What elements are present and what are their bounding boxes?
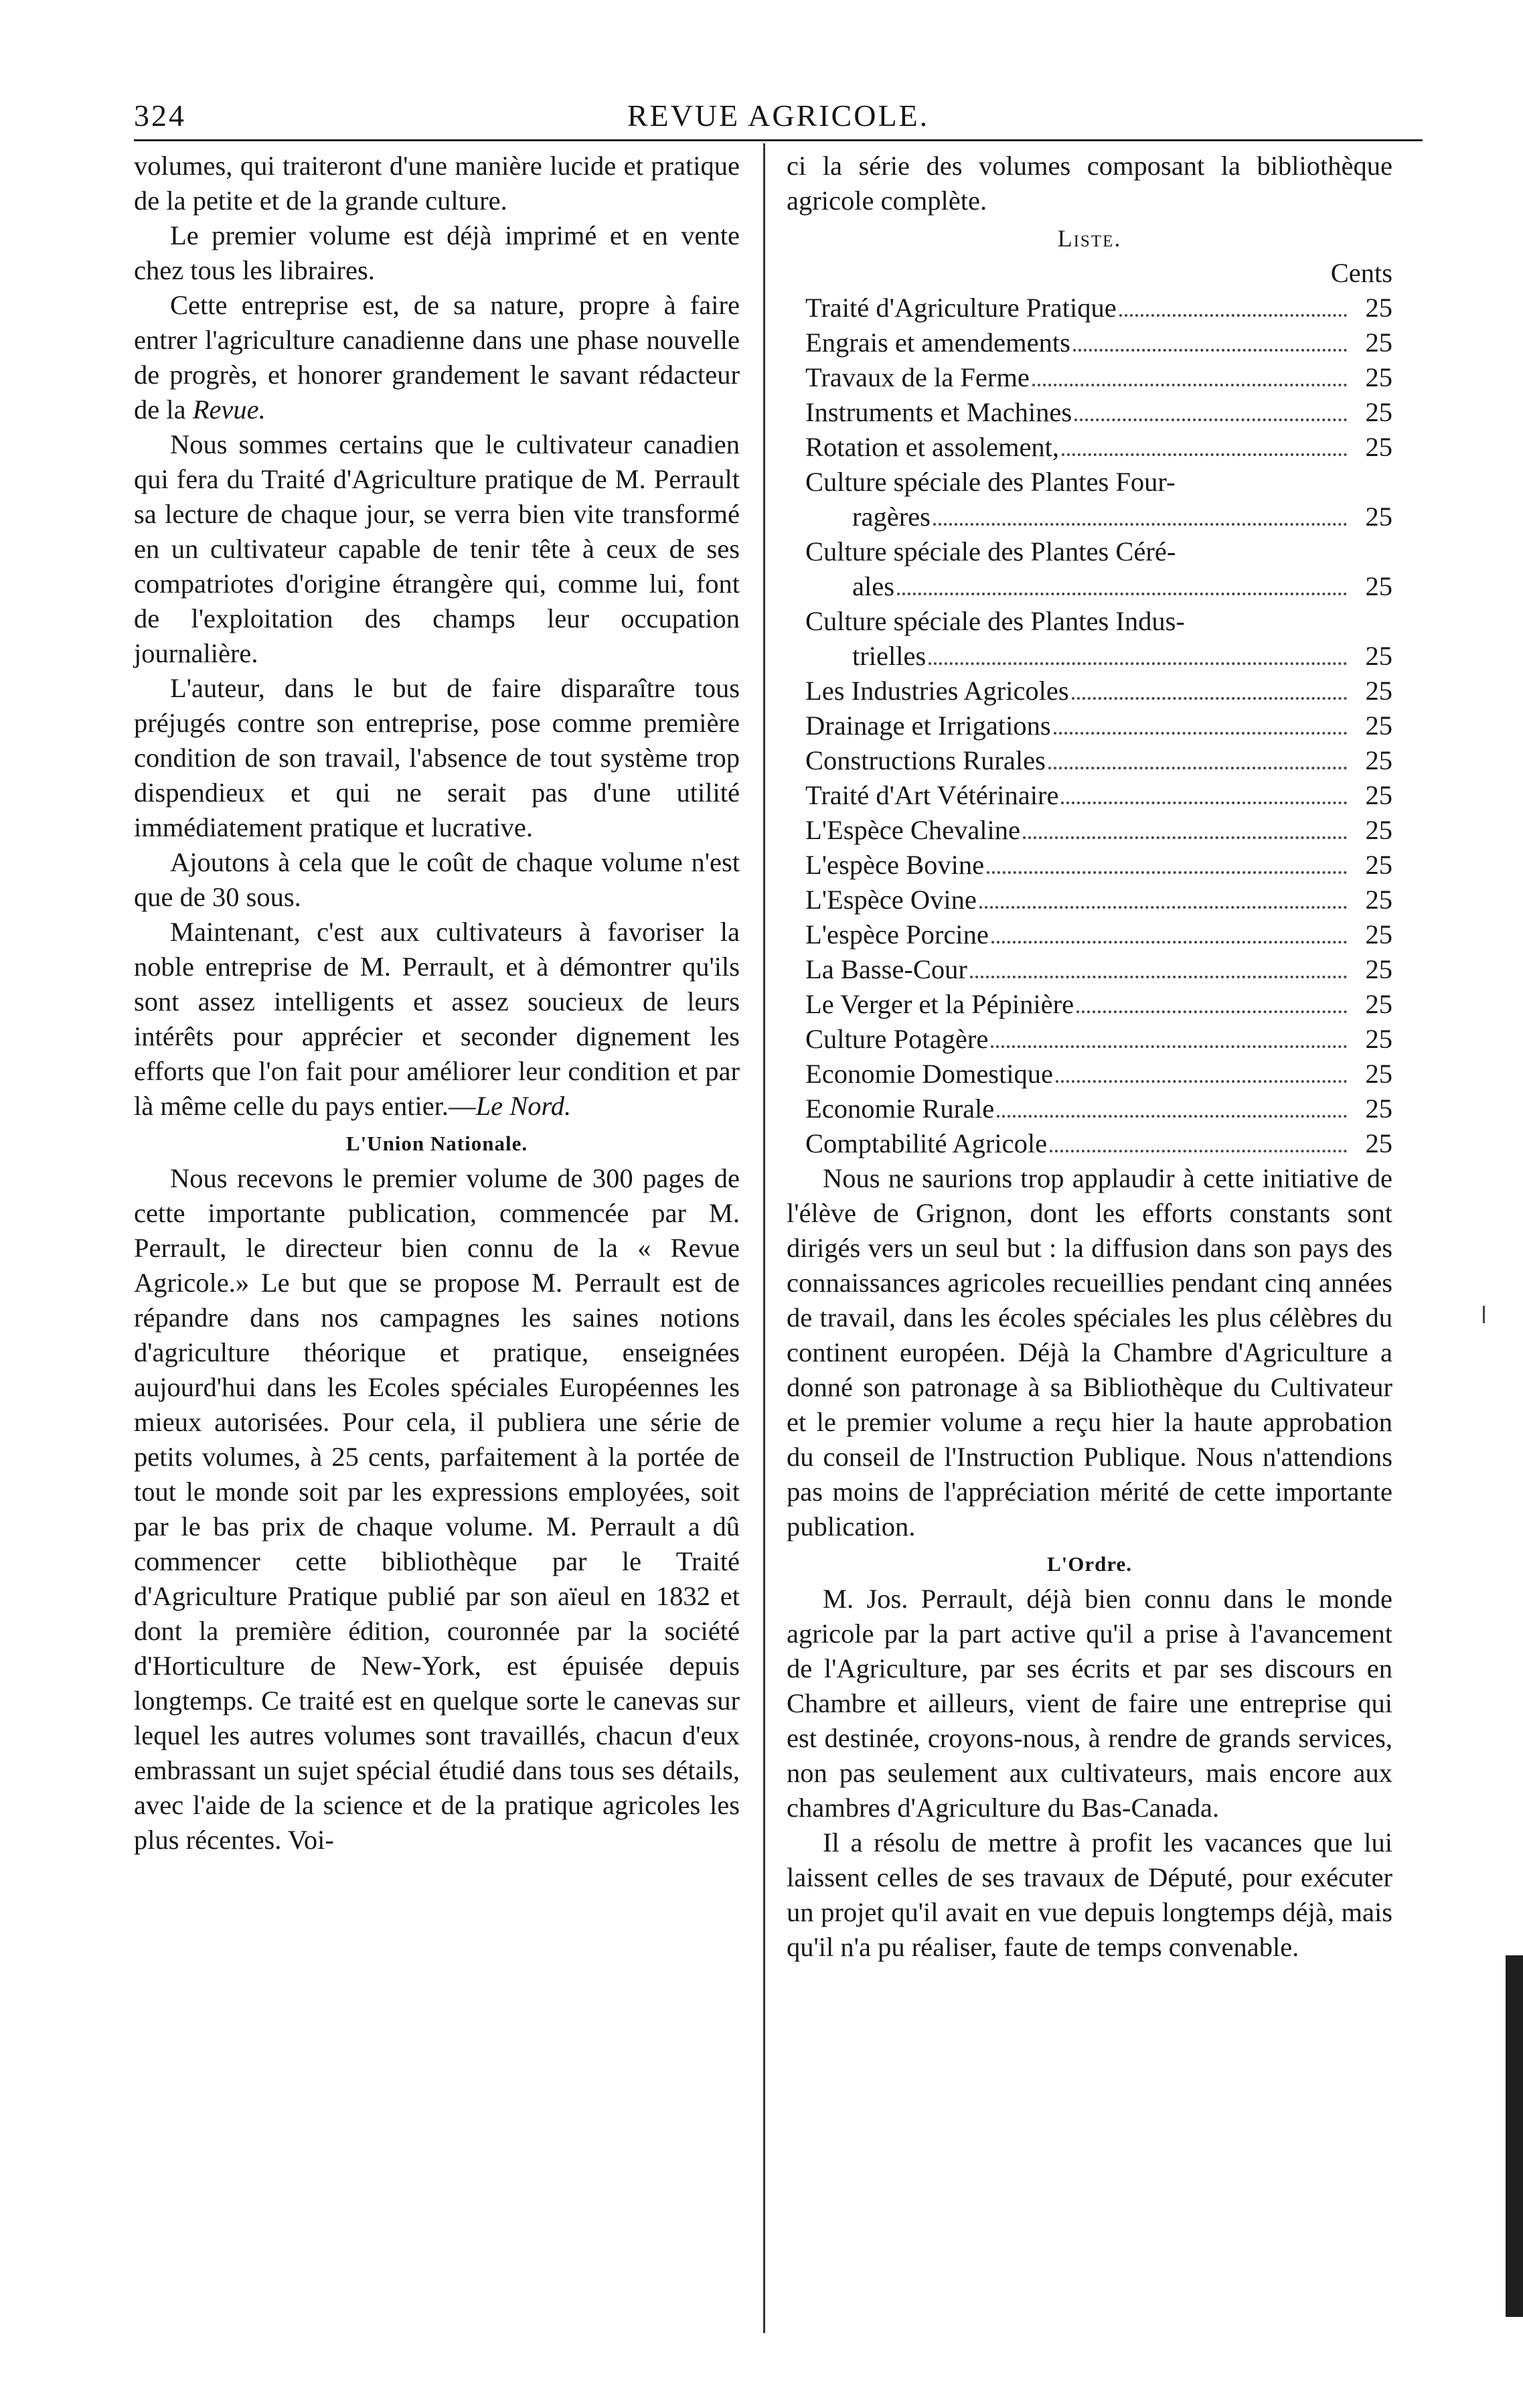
cents-label: Cents (1330, 258, 1392, 288)
list-item-price: 25 (1365, 919, 1392, 950)
dot-leader (897, 593, 1347, 595)
volume-list (787, 291, 1392, 1161)
scan-artifact (1483, 1306, 1485, 1323)
dot-leader (1072, 697, 1347, 700)
list-item-price: 25 (1365, 432, 1392, 462)
list-item-price: 25 (1365, 780, 1392, 810)
dot-leader (1074, 419, 1347, 421)
page-number: 324 (134, 98, 186, 133)
paragraph: Le premier volume est déjà imprimé et en vente chez tous les libraires. (134, 220, 740, 285)
list-item (805, 325, 1392, 360)
scan-edge-shadow (1506, 1955, 1523, 2317)
list-heading: Liste. (1057, 225, 1122, 252)
list-item-title: L'Espèce Chevaline (805, 815, 1021, 845)
paragraph: Nous recevons le premier volume de 300 pages de cette importante publication, commencée par M. Perrault, le directeur bien connu de la « Revue Agricole.» Le but que se propose M. Perrault est de répandre dans nos campagnes les saines notions d'agriculture théorique et pratique, enseignées aujourd'hui dans les Ecoles spéciales Européennes les mieux autorisées. Pour cela, il publiera une série de petits volumes, à 25 cents, parfaitement à la portée de tout le monde soit par les expressions employées, soit par le bas prix de chaque volume. M. Perrault a dû commencer cette bibliothèque par le Traité d'Agriculture Pratique publié par son aïeul en 1832 et dont la première édition, couronnée par la société d'Horticulture de New-York, est épuisée depuis longtemps. Ce traité est en quelque sorte le canevas sur lequel les autres volumes sont travaillés, chacun d'eux embrassant un sujet spécial étudié dans tous ses détails, avec l'aide de la science et de la pratique agricoles les plus récentes. Voi- (134, 1163, 740, 1855)
list-item-title: Rotation et assolement, (805, 432, 1060, 462)
list-item-price: 25 (1365, 676, 1392, 706)
list-item-price: 25 (1365, 1024, 1392, 1054)
dot-leader (997, 1115, 1347, 1118)
header-rule (134, 139, 1423, 141)
list-item-title: Engrais et amendements (805, 327, 1070, 358)
dot-leader (970, 976, 1347, 978)
paragraph: ci la série des volumes composant la bibliothèque agricole complète. (787, 151, 1392, 216)
list-item (805, 604, 1392, 674)
dot-leader (991, 1045, 1347, 1048)
list-item-title: Culture spéciale des Plantes Céré- (805, 536, 1176, 567)
list-item-title: Culture Potagère (805, 1024, 989, 1054)
list-item-title: Instruments et Machines (805, 397, 1072, 427)
list-item (805, 952, 1392, 987)
list-item-price: 25 (1365, 327, 1392, 358)
left-column (134, 149, 740, 1858)
list-item (805, 465, 1392, 534)
list-item-title-continued: ales (852, 571, 894, 601)
paragraph: Ajoutons à cela que le coût de chaque volume n'est que de 30 sous. (134, 847, 740, 912)
dot-leader (1056, 1080, 1347, 1083)
dot-leader (987, 871, 1347, 874)
running-title: REVUE AGRICOLE. (627, 98, 930, 133)
paragraph-text: Maintenant, c'est aux cultivateurs à favoriser la noble entreprise de M. Perrault, et à démontrer qu'ils sont assez intelligents et assez soucieux de leurs intérêts pour apprécier et seconder dignement les efforts que l'on fait pour améliorer leur condition et par là même celle du pays entier.— (134, 917, 740, 1121)
list-item-title: Culture spéciale des Plantes Four- (805, 467, 1176, 497)
dot-leader (929, 662, 1347, 665)
dot-leader (1062, 453, 1347, 456)
dot-leader (1076, 1010, 1347, 1013)
paragraph-text: Cette entreprise est, de sa nature, propre à faire entrer l'agriculture canadienne dans une phase nouvelle de progrès, et honorer grandement le savant rédacteur de la (134, 290, 740, 425)
dot-leader (1023, 836, 1347, 839)
dot-leader (1032, 384, 1347, 386)
paragraph: L'auteur, dans le but de faire disparaître tous préjugés contre son entreprise, pose comme première condition de son travail, l'absence de tout système trop dispendieux et qui ne serait pas d'une utilité immédiatement pratique et lucrative. (134, 673, 740, 842)
list-item (805, 1126, 1392, 1161)
list-item (805, 1092, 1392, 1126)
list-item (805, 917, 1392, 952)
list-item-title: Drainage et Irrigations (805, 710, 1051, 741)
list-item-price: 25 (1365, 571, 1392, 601)
paragraph: Nous ne saurions trop applaudir à cette initiative de l'élève de Grignon, dont les efforts constants sont dirigés vers un seul but : la diffusion dans son pays des connaissances agricoles recueillies pendant cinq années de travail, dans les écoles spéciales les plus célèbres du continent européen. Déjà la Chambre d'Agriculture a donné son patronage à sa Bibliothèque du Cultivateur et le premier volume a reçu hier la haute approbation du conseil de l'Instruction Publique. Nous n'attendions pas moins de l'appréciation mérité de cette importante publication. (787, 1163, 1392, 1541)
section-heading: L'Union Nationale. (345, 1132, 528, 1155)
list-item-price: 25 (1365, 745, 1392, 775)
list-item-title: Constructions Rurales (805, 745, 1046, 775)
list-item-title: Travaux de la Ferme (805, 362, 1030, 392)
list-item-title-continued: trielles (852, 641, 927, 671)
paragraph: volumes, qui traiteront d'une manière lucide et pratique de la petite et de la grande culture. (134, 151, 740, 216)
list-item-title: Le Verger et la Pépinière (805, 989, 1074, 1019)
list-item-price: 25 (1365, 362, 1392, 392)
list-item-title: La Basse-Cour (805, 954, 967, 984)
list-item-price: 25 (1365, 1094, 1392, 1124)
dot-leader (1119, 314, 1347, 317)
dot-leader (1054, 732, 1347, 735)
list-item-price: 25 (1365, 815, 1392, 845)
list-item-price: 25 (1365, 1059, 1392, 1089)
list-item (805, 883, 1392, 917)
list-item (805, 674, 1392, 708)
list-item-price: 25 (1365, 641, 1392, 671)
list-item-title: L'espèce Porcine (805, 919, 989, 950)
list-item-title: L'Espèce Ovine (805, 885, 977, 915)
paragraph: Il a résolu de mettre à profit les vacances que lui laissent celles de ses travaux de Député, pour exécuter un projet qu'il avait en vue depuis longtemps déjà, mais qu'il n'a pu réaliser, faute de temps convenable. (787, 1827, 1392, 1962)
list-item-price: 25 (1365, 710, 1392, 741)
list-item (805, 360, 1392, 395)
list-item-title: Les Industries Agricoles (805, 676, 1069, 706)
page-header (134, 86, 1423, 146)
list-item (805, 848, 1392, 883)
list-item-title: Traité d'Agriculture Pratique (805, 293, 1117, 323)
list-item (805, 813, 1392, 848)
paragraph: M. Jos. Perrault, déjà bien connu dans le monde agricole par la part active qu'il a prise à l'avancement de l'Agriculture, par ses écrits et par ses discours en Chambre et ailleurs, vient de faire une entreprise qui est destinée, croyons-nous, à rendre de grands services, non pas seulement aux cultivateurs, mais encore aux chambres d'Agriculture du Bas-Canada. (787, 1584, 1392, 1823)
list-item-title: L'espèce Bovine (805, 850, 985, 880)
dot-leader (1073, 349, 1347, 352)
list-item (805, 395, 1392, 430)
list-item-price: 25 (1365, 885, 1392, 915)
list-item-title: Traité d'Art Vétérinaire (805, 780, 1059, 810)
list-item-price: 25 (1365, 293, 1392, 323)
list-item (805, 291, 1392, 325)
paragraph (134, 915, 740, 1124)
section-heading: L'Ordre. (1046, 1552, 1133, 1576)
list-item-title: Culture spéciale des Plantes Indus- (805, 606, 1185, 636)
list-item (805, 534, 1392, 604)
list-item-title: Comptabilité Agricole (805, 1128, 1048, 1158)
list-item-price: 25 (1365, 954, 1392, 984)
right-column (787, 149, 1392, 1965)
list-item-title: Economie Domestique (805, 1059, 1054, 1089)
list-item-price: 25 (1365, 502, 1392, 532)
paragraph: Nous sommes certains que le cultivateur canadien qui fera du Traité d'Agriculture pratique de M. Perrault sa lecture de chaque jour, se verra bien vite transformé en un cultivateur capable de tenir tête à ceux de ses compatriotes d'origine étrangère qui, comme lui, font de l'exploitation des champs leur occupation journalière. (134, 429, 740, 668)
list-item (805, 1057, 1392, 1092)
list-item-price: 25 (1365, 1128, 1392, 1158)
dot-leader (979, 906, 1347, 909)
dot-leader (1048, 767, 1347, 769)
list-item-price: 25 (1365, 989, 1392, 1019)
list-item (805, 987, 1392, 1022)
source-attribution: Le Nord. (475, 1091, 572, 1121)
dot-leader (991, 941, 1347, 944)
dot-leader (1050, 1150, 1347, 1152)
list-item (805, 430, 1392, 465)
dot-leader (933, 523, 1347, 526)
list-item (805, 778, 1392, 813)
list-item (805, 743, 1392, 778)
list-item-price: 25 (1365, 397, 1392, 427)
column-divider (763, 143, 765, 2333)
dot-leader (1061, 802, 1347, 804)
list-item (805, 1022, 1392, 1057)
list-item-title: Economie Rurale (805, 1094, 995, 1124)
list-item-price: 25 (1365, 850, 1392, 880)
paragraph (134, 288, 740, 427)
list-item-title-continued: ragères (852, 502, 931, 532)
journal-name: Revue. (192, 394, 266, 425)
list-item (805, 708, 1392, 743)
